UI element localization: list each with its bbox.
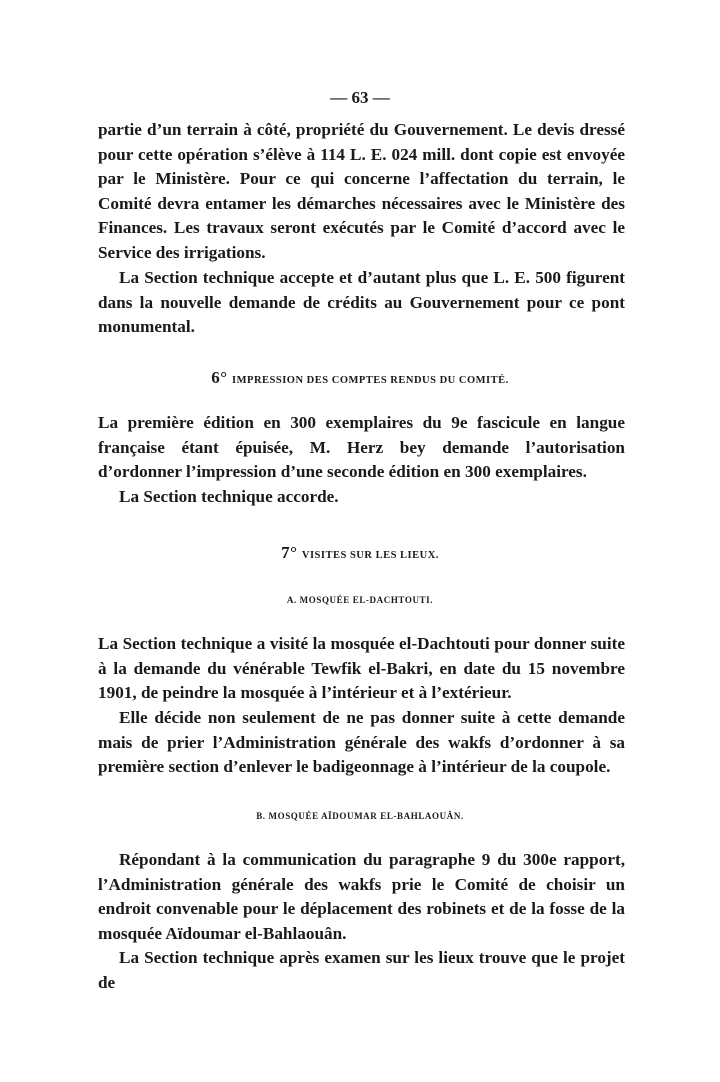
- paragraph-dachtouti: La Section technique a visité la mosquée el-Dachtouti pour donner suite à la demande du vénérable Tewfik el-Bakri, en date du 15 novembre 1901, de peindre la mosquée à l’intérieur et à l’extérieur.: [98, 634, 625, 703]
- paragraph-badigeonnage: Elle décide non seulement de ne pas donner suite à cette demande mais de prier l’Administration générale des wakfs d’ordonner à sa première section d’enlever le badigeonnage à l’intérieur de la coupole.: [98, 708, 625, 777]
- subheading-aidoumar: B. MOSQUÉE AÏDOUMAR EL-BAHLAOUÂN.: [256, 811, 464, 821]
- paragraph-examen: La Section technique après examen sur les lieux trouve que le projet de: [98, 948, 625, 992]
- heading-text: VISITES SUR LES LIEUX.: [301, 550, 439, 561]
- heading-number: 7°: [281, 543, 298, 562]
- paragraph-accorde: La Section technique accorde.: [119, 487, 339, 506]
- heading-number: 6°: [211, 368, 228, 387]
- paragraph-terrain: partie d’un terrain à côté, propriété du Gouvernement. Le devis dressé pour cette opération s’élève à 114 L. E. 024 mill. dont copie est envoyée par le Ministère. Pour ce qui concerne l’affectation du terrain, le Comité devra entamer les démarches nécessaires avec le Ministère des Finances. Les travaux seront exécutés par le Comité d’accord avec le Service des irrigations.: [98, 120, 625, 262]
- subheading-dachtouti: A. MOSQUÉE EL-DACHTOUTI.: [286, 595, 434, 605]
- heading-text: IMPRESSION DES COMPTES RENDUS DU COMITÉ.: [232, 375, 509, 386]
- heading-visites: [0, 543, 720, 563]
- page-number: — 63 —: [330, 88, 390, 107]
- paragraph-edition: La première édition en 300 exemplaires du 9e fascicule en langue française étant épuisée, M. Herz bey demande l’autorisation d’ordonner l’impression d’une seconde édition en 300 exemplaires.: [98, 413, 625, 482]
- paragraph-pont: La Section technique accepte et d’autant plus que L. E. 500 figurent dans la nouvelle demande de crédits au Gouvernement pour ce pont monumental.: [98, 268, 625, 337]
- heading-impression: [0, 368, 720, 388]
- paragraph-robinets: Répondant à la communication du paragraphe 9 du 300e rapport, l’Administration générale des wakfs prie le Comité de choisir un endroit convenable pour le déplacement des robinets et de la fosse de la mosquée Aïdoumar el-Bahlaouân.: [98, 850, 625, 943]
